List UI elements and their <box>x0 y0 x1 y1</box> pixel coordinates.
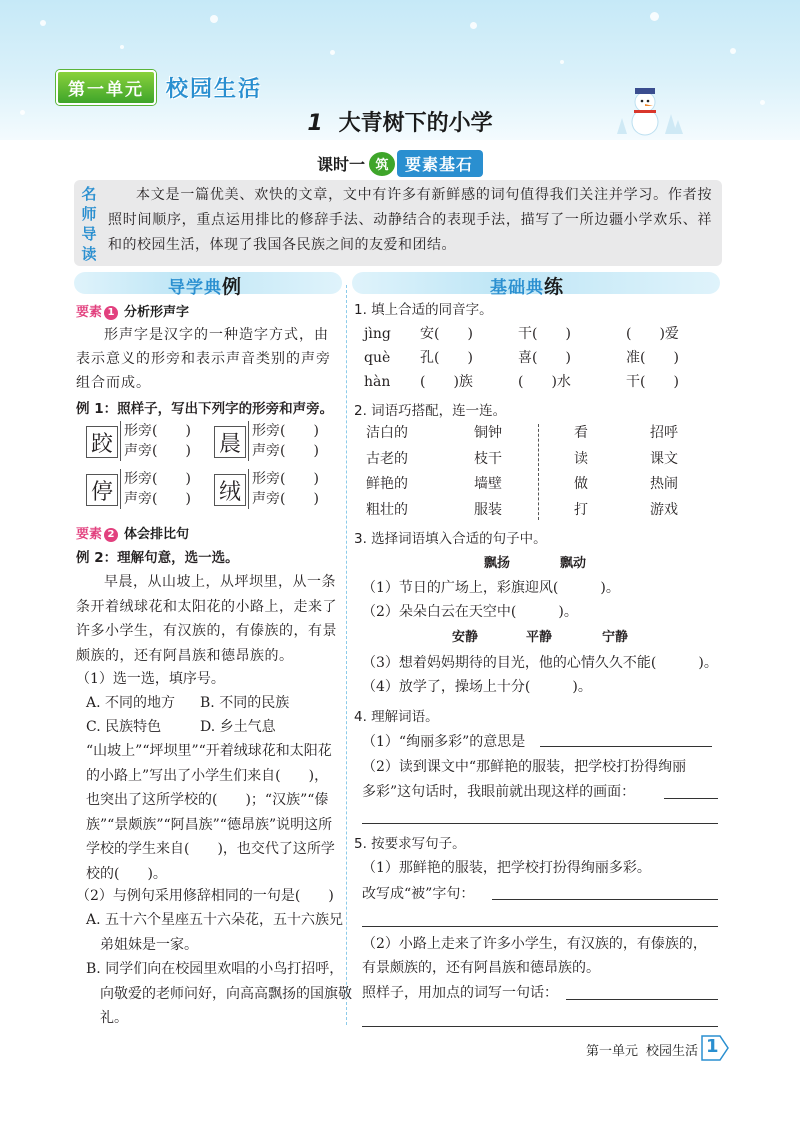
problem-2-title: 2. 词语巧搭配，连一连。 <box>354 403 507 419</box>
option-d[interactable]: D. 乡土气息 <box>200 719 276 735</box>
unit-name: 校园生活 <box>166 76 263 102</box>
right-column-header <box>490 272 564 299</box>
match-item[interactable]: 鲜艳的 <box>366 476 408 492</box>
answer-line[interactable] <box>566 998 718 1000</box>
match-item[interactable]: 热闹 <box>650 476 678 492</box>
match-item[interactable]: 古老的 <box>366 450 408 467</box>
radical-bracket <box>248 421 342 461</box>
homophone-blank[interactable]: 安( ) <box>420 326 473 342</box>
match-item[interactable]: 看 <box>574 425 588 441</box>
homophone-blank[interactable]: 准( ) <box>626 350 679 366</box>
match-item[interactable]: 做 <box>574 476 588 492</box>
element-tag-label: 要素 <box>76 305 103 320</box>
homophone-blank[interactable]: 喜( ) <box>518 350 571 366</box>
match-item[interactable]: 服装 <box>474 501 502 518</box>
section-heading <box>0 150 800 177</box>
page-number: 1 <box>706 1036 719 1057</box>
answer-line[interactable] <box>540 745 712 747</box>
shengpang-blank[interactable]: 声旁( ) <box>252 491 319 507</box>
pinyin-label: què <box>364 350 391 366</box>
element-1-text: 形声字是汉字的一种造字方式，由表示意义的形旁和表示声音类别的声旁组合而成。 <box>76 327 331 391</box>
matching-divider <box>538 424 539 520</box>
element-2-tag <box>76 523 189 542</box>
pinyin-label: jìng <box>364 326 391 342</box>
shengpang-blank[interactable]: 声旁( ) <box>124 491 191 507</box>
match-item[interactable]: 打 <box>574 501 588 518</box>
homophone-blank[interactable]: ( )爱 <box>626 326 679 342</box>
match-item[interactable]: 粗壮的 <box>366 501 408 518</box>
xingpang-blank[interactable]: 形旁( ) <box>124 471 191 487</box>
sentence-blank[interactable]: （2）朵朵白云在天空中( )。 <box>362 604 578 620</box>
match-col-nouns <box>474 421 502 523</box>
match-item[interactable]: 铜钟 <box>474 425 502 441</box>
match-col-adjectives <box>366 421 408 523</box>
element-1-tag <box>76 301 189 320</box>
question-1: （1）选一选，填序号。 <box>76 671 225 687</box>
left-heading-main: 导学典 <box>168 278 222 298</box>
question-2: （2）与例句采用修辞相同的一句是( ) <box>76 888 334 904</box>
right-heading-main: 基础典 <box>490 278 544 298</box>
radical-bracket <box>248 469 342 509</box>
intro-label-char: 导 <box>81 225 97 243</box>
homophone-blank[interactable]: ( )水 <box>518 374 571 390</box>
right-heading-last: 练 <box>544 276 565 298</box>
lesson-number: 1 <box>307 111 323 136</box>
element-tag-label: 要素 <box>76 527 103 542</box>
homophone-blank[interactable]: ( )族 <box>420 374 473 390</box>
lesson-title <box>0 106 800 137</box>
char-box: 停 <box>86 474 118 506</box>
element-title: 体会排比句 <box>124 527 190 542</box>
option-c[interactable]: C. 民族特色 <box>86 719 162 735</box>
option-a[interactable]: A. 不同的地方 <box>86 695 176 711</box>
answer-line[interactable] <box>492 898 718 900</box>
answer-line[interactable] <box>362 1025 718 1027</box>
match-item[interactable]: 洁白的 <box>366 425 408 441</box>
option-b[interactable]: B. 不同的民族 <box>200 695 290 711</box>
element-number: 2 <box>104 528 118 542</box>
lesson-name: 大青树下的小学 <box>338 111 493 136</box>
word-choice: 安静 <box>452 630 479 645</box>
match-col-verbs <box>574 421 588 523</box>
radical-bracket <box>120 469 204 509</box>
homophone-blank[interactable]: 孔( ) <box>420 350 473 366</box>
example-sentence-2a: （2）小路上走来了许多小学生，有汉族的，有傣族的， <box>362 936 707 952</box>
intro-label-char: 师 <box>81 205 97 223</box>
match-item[interactable]: 枝干 <box>474 450 502 467</box>
match-item[interactable]: 招呼 <box>650 425 678 441</box>
section-name: 要素基石 <box>397 150 483 177</box>
intro-label-char: 名 <box>81 185 97 203</box>
sentence-blank[interactable]: （3）想着妈妈期待的目光，他的心情久久不能( )。 <box>362 655 718 671</box>
rewrite-requirement: 改写成“被”字句： <box>362 886 475 902</box>
unit-title <box>56 72 262 102</box>
question-2-option-a[interactable]: A. 五十六个星座五十六朵花，五十六族兄弟姐妹是一家。 <box>86 912 344 953</box>
question-1-body: “山坡上”“坪坝里”“开着绒球花和太阳花的小路上”写出了小学生们来自( )，也突出了这所学校的( )；“汉族”“傣族”“景颇族”“阿昌族”“德昂族”说明这所学校的学生来自( )，也交代了这所学校的( )。 <box>86 743 335 882</box>
word-choice: 飘扬 <box>484 556 511 571</box>
word-choice: 平静 <box>526 630 553 645</box>
answer-line[interactable] <box>664 797 718 799</box>
left-heading-last: 例 <box>222 276 243 298</box>
char-box: 绒 <box>214 474 246 506</box>
answer-line[interactable] <box>362 822 718 824</box>
match-item[interactable]: 墙壁 <box>474 476 502 492</box>
match-item[interactable]: 课文 <box>650 450 678 467</box>
footer-unit: 第一单元 <box>586 1044 639 1059</box>
element-title: 分析形声字 <box>124 305 190 320</box>
radical-bracket <box>120 421 204 461</box>
problem-1-title: 1. 填上合适的同音字。 <box>354 302 493 318</box>
xingpang-blank[interactable]: 形旁( ) <box>252 471 319 487</box>
word-choice: 宁静 <box>602 630 629 645</box>
problem-4-title: 4. 理解词语。 <box>354 709 439 725</box>
xingpang-blank[interactable]: 形旁( ) <box>124 423 191 439</box>
sentence-blank[interactable]: （4）放学了，操场上十分( )。 <box>362 679 592 695</box>
sentence-blank[interactable]: （1）节日的广场上，彩旗迎风( )。 <box>362 580 620 596</box>
section-icon: 筑 <box>369 152 395 176</box>
match-item[interactable]: 读 <box>574 450 588 467</box>
rewrite-sentence-1: （1）那鲜艳的服装，把学校打扮得绚丽多彩。 <box>362 860 651 876</box>
example-2-passage: 早晨，从山坡上，从坪坝里，从一条条开着绒球花和太阳花的小路上，走来了许多小学生，有汉族的，有傣族的，有景颇族的，还有阿昌族和德昂族的。 <box>76 574 337 664</box>
match-col-objects <box>650 421 678 523</box>
question-2-option-b[interactable]: B. 同学们向在校园里欢唱的小鸟打招呼，向敬爱的老师问好，向高高飘扬的国旗敬礼。 <box>86 961 352 1026</box>
left-column-header <box>168 272 242 299</box>
problem-5-title: 5. 按要求写句子。 <box>354 836 466 852</box>
match-item[interactable]: 游戏 <box>650 501 678 518</box>
shengpang-blank[interactable]: 声旁( ) <box>252 443 319 459</box>
definition-prompt: （1）“绚丽多彩”的意思是 <box>362 734 526 750</box>
homophone-blank[interactable]: 干( ) <box>518 326 571 342</box>
xingpang-blank[interactable]: 形旁( ) <box>252 423 319 439</box>
intro-label <box>78 184 100 264</box>
homophone-blank[interactable]: 干( ) <box>626 374 679 390</box>
intro-text: 本文是一篇优美、欢快的文章，文中有许多有新鲜感的词句值得我们关注并学习。作者按照时间顺序，重点运用排比的修辞手法、动静结合的表现手法，描写了一所边疆小学欢乐、祥和的校园生活，体现了我国各民族之间的友爱和团结。 <box>108 187 712 253</box>
problem-3-title: 3. 选择词语填入合适的句子中。 <box>354 531 547 547</box>
word-choice: 飘动 <box>560 556 587 571</box>
shengpang-blank[interactable]: 声旁( ) <box>124 443 191 459</box>
char-box: 跤 <box>86 426 118 458</box>
example-1-title: 例 1：照样子，写出下列字的形旁和声旁。 <box>76 401 334 417</box>
answer-line[interactable] <box>362 925 718 927</box>
element-number: 1 <box>104 306 118 320</box>
imitation-requirement: 照样子，用加点的词写一句话： <box>362 985 558 1001</box>
image-prompt: （2）读到课文中“那鲜艳的服装，把学校打扮得绚丽多彩”这句话时，我眼前就出现这样的画面： <box>362 759 687 800</box>
unit-label: 第一单元 <box>56 70 156 105</box>
pinyin-label: hàn <box>364 374 391 390</box>
footer-unit-name: 校园生活 <box>646 1044 699 1059</box>
char-box: 晨 <box>214 426 246 458</box>
example-sentence-2b: 有景颇族的，还有阿昌族和德昂族的。 <box>362 960 600 976</box>
example-2-title: 例 2：理解句意，选一选。 <box>76 550 239 566</box>
section-prefix: 课时一 <box>316 155 365 174</box>
intro-label-char: 读 <box>81 245 97 263</box>
